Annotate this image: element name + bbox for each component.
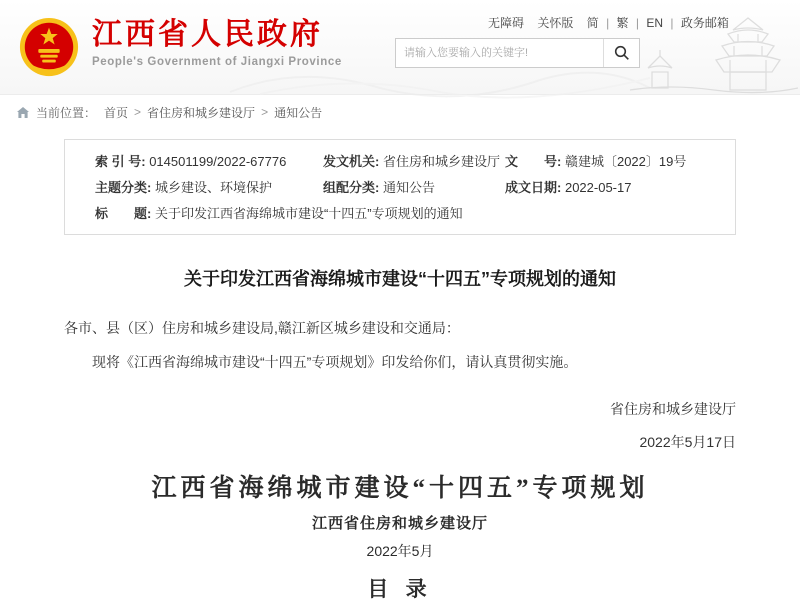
- site-header: [0, 0, 800, 95]
- notice-sign-date: 2022年5月17日: [639, 434, 736, 450]
- search-input[interactable]: [396, 40, 603, 66]
- link-separator: |: [670, 16, 674, 30]
- breadcrumb-label: 当前位置：: [36, 105, 97, 120]
- notice-title: 关于印发江西省海绵城市建设“十四五”专项规划的通知: [184, 269, 616, 289]
- doc-meta-box: [64, 139, 736, 235]
- meta-group: 组配分类: 通知公告: [323, 180, 435, 195]
- breadcrumb: [0, 95, 800, 129]
- search-box: [395, 38, 640, 68]
- link-separator: |: [635, 16, 640, 30]
- plan-title: 江西省海绵城市建设“十四五”专项规划: [151, 475, 649, 502]
- meta-date: 成文日期: 2022-05-17: [505, 180, 632, 195]
- notice-paragraph: 现将《江西省海绵城市建设“十四五”专项规划》印发给你们，请认真贯彻实施。: [92, 354, 578, 370]
- link-traditional[interactable]: 繁: [616, 16, 629, 30]
- site-subtitle: People's Government of Jiangxi Province: [92, 56, 342, 68]
- plan-date: 2022年5月: [366, 543, 434, 559]
- site-title: 江西省人民政府: [92, 18, 323, 51]
- home-icon: [16, 106, 30, 119]
- meta-number: 文 号: 赣建城〔2022〕19号: [505, 154, 687, 169]
- breadcrumb-home[interactable]: 首页: [104, 105, 129, 120]
- link-english[interactable]: EN: [646, 16, 664, 30]
- search-icon: [614, 45, 630, 61]
- link-accessible[interactable]: 无障碍: [488, 16, 525, 30]
- meta-organ: 发文机关: 省住房和城乡建设厅: [323, 154, 500, 169]
- meta-row-2: [95, 175, 735, 201]
- national-emblem-icon: [18, 16, 80, 78]
- meta-title: 标 题: 关于印发江西省海绵城市建设“十四五”专项规划的通知: [95, 206, 463, 221]
- notice-salutation: 各市、县（区）住房和城乡建设局,赣江新区城乡建设和交通局：: [64, 320, 460, 336]
- site-brand: [92, 18, 342, 68]
- breadcrumb-notices[interactable]: 通知公告: [274, 105, 323, 120]
- meta-row-1: [95, 149, 735, 175]
- meta-theme: 主题分类: 城乡建设、环境保护: [95, 180, 272, 195]
- breadcrumb-separator: >: [134, 105, 142, 119]
- meta-index: 索 引 号: 014501199/2022-67776: [95, 154, 287, 169]
- pavilion-watermark-icon: [630, 4, 798, 94]
- breadcrumb-separator: >: [261, 105, 269, 119]
- link-gov-mailbox[interactable]: 政务邮箱: [680, 16, 729, 30]
- link-separator: |: [606, 16, 610, 30]
- notice-signer: 省住房和城乡建设厅: [610, 401, 736, 417]
- link-simplified[interactable]: 简: [586, 16, 599, 30]
- link-care-version[interactable]: 关怀版: [537, 16, 574, 30]
- meta-row-3: [95, 201, 735, 227]
- document-content: [64, 139, 736, 603]
- toc-title: 目 录: [367, 577, 433, 601]
- breadcrumb-department[interactable]: 省住房和城乡建设厅: [147, 105, 256, 120]
- plan-author: 江西省住房和城乡建设厅: [311, 516, 488, 532]
